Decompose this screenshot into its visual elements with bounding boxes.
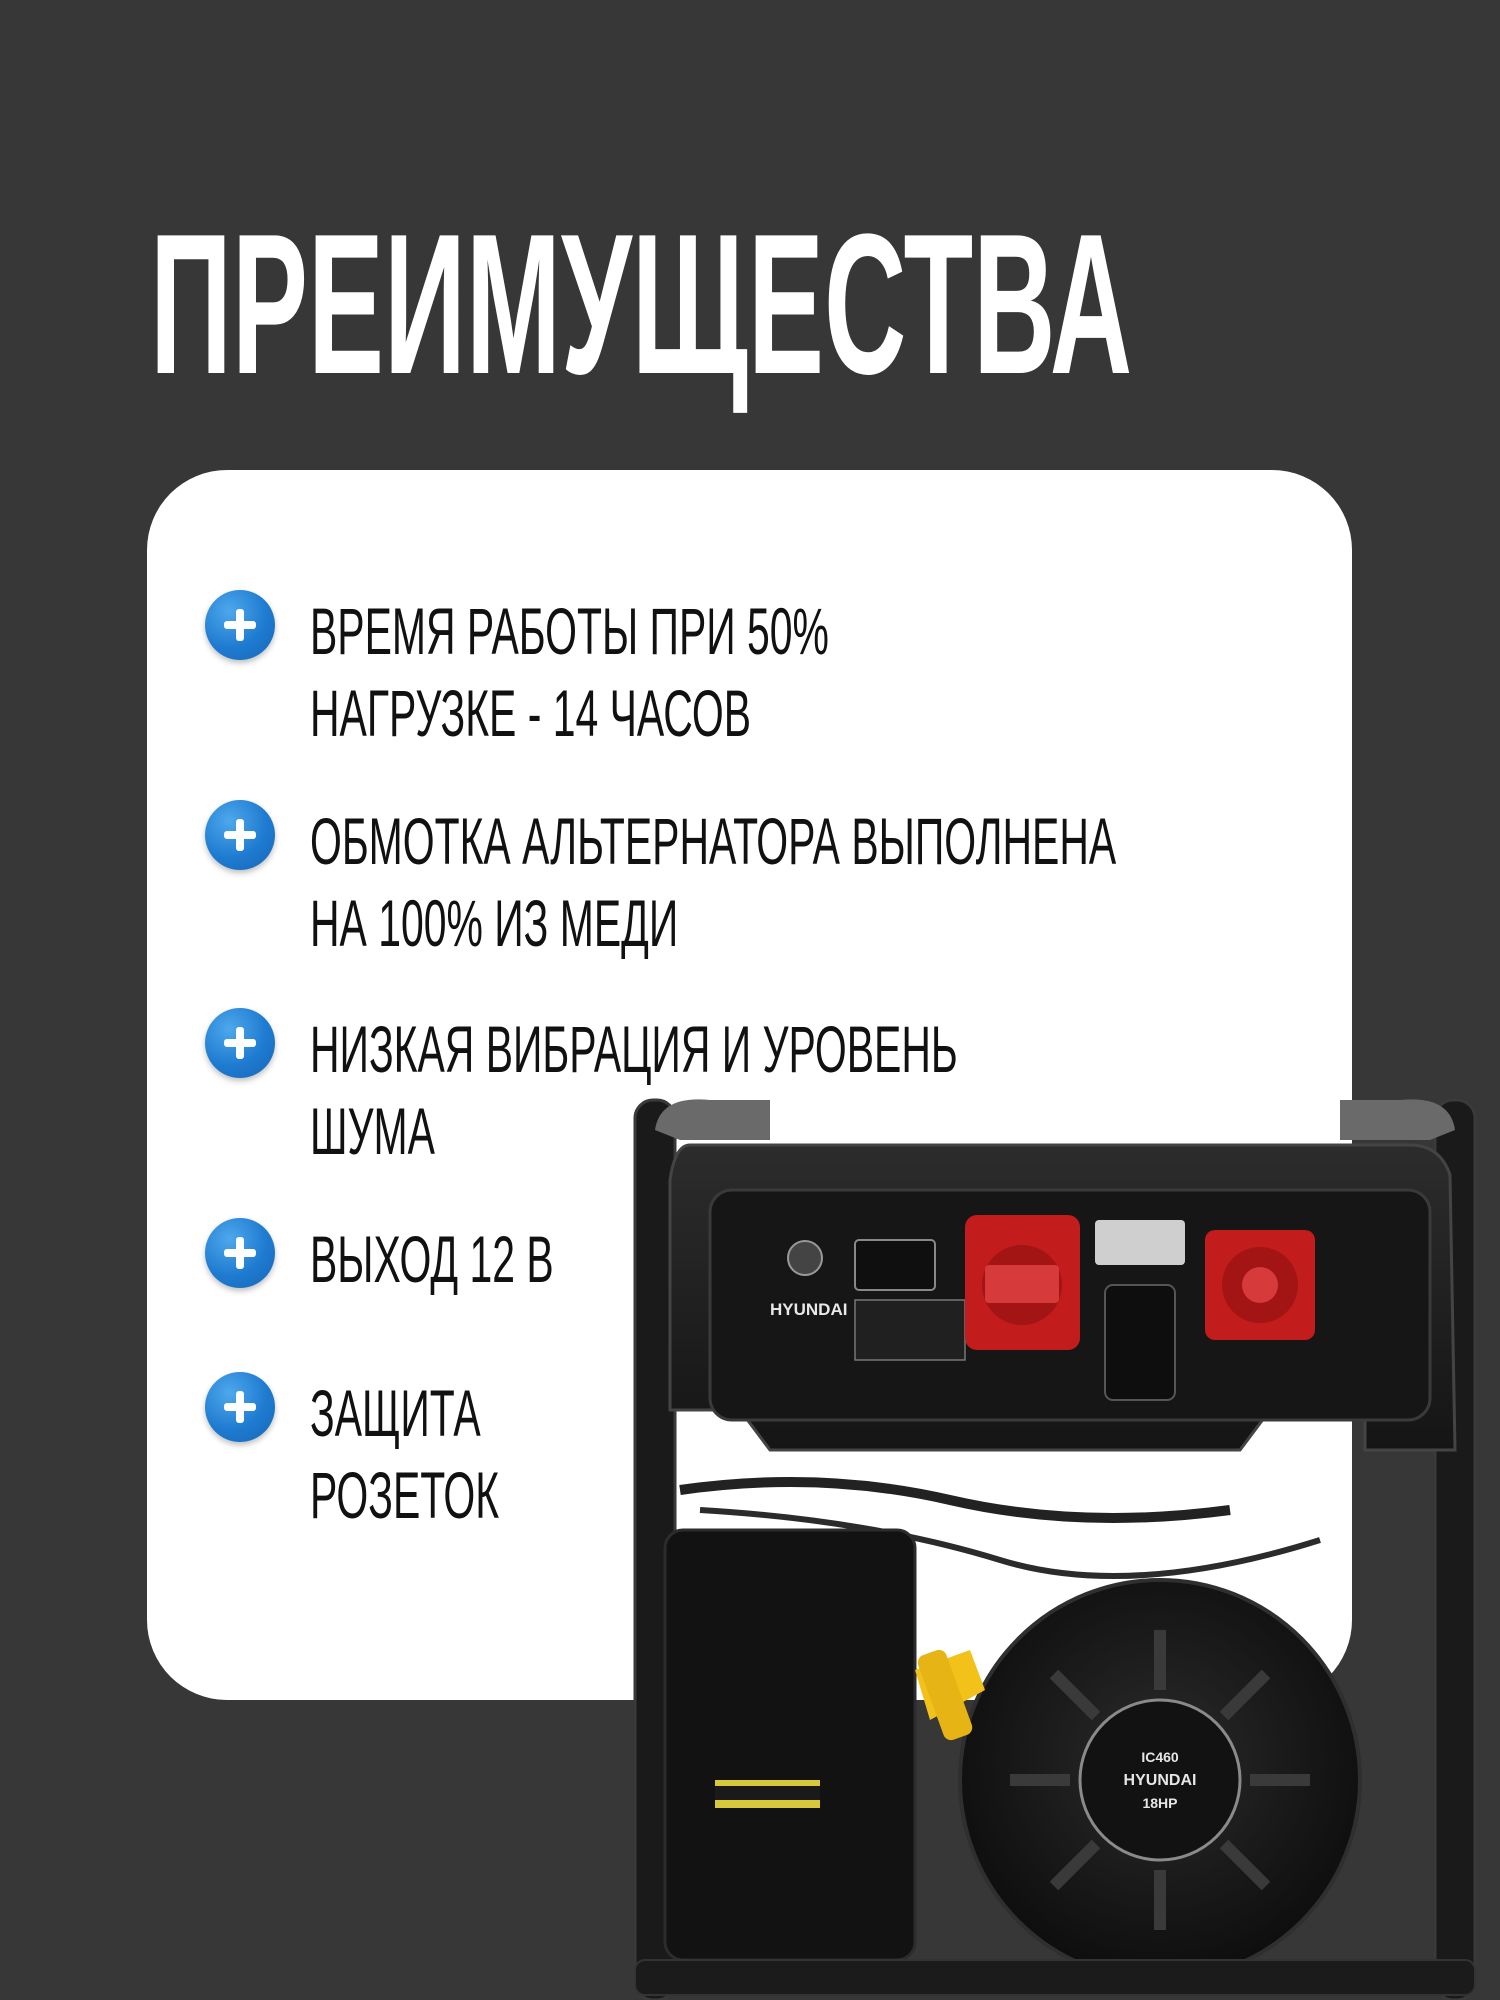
plus-icon	[205, 1372, 275, 1442]
benefit-text: НИЗКАЯ ВИБРАЦИЯ И УРОВЕНЬ ШУМА	[310, 1012, 958, 1168]
benefit-text: ОБМОТКА АЛЬТЕРНАТОРА ВЫПОЛНЕНА НА 100% ИЗ МЕДИ	[310, 804, 1117, 960]
engine-model-text: IC460	[1141, 1749, 1179, 1765]
generator-image	[620, 1090, 1500, 2000]
plus-icon	[205, 1008, 275, 1078]
benefit-text: ВЫХОД 12 В	[310, 1222, 554, 1296]
engine-power-text: 18HP	[1142, 1795, 1178, 1811]
plus-icon	[205, 590, 275, 660]
panel-brand-text: HYUNDAI	[770, 1300, 848, 1319]
benefit-text: ВРЕМЯ РАБОТЫ ПРИ 50% НАГРУЗКЕ - 14 ЧАСОВ	[310, 594, 829, 750]
benefit-text: ЗАЩИТА РОЗЕТОК	[310, 1376, 500, 1532]
engine-brand-text: HYUNDAI	[1123, 1772, 1197, 1789]
plus-icon	[205, 800, 275, 870]
plus-icon	[205, 1218, 275, 1288]
page-title: ПРЕИМУЩЕСТВА	[150, 193, 1133, 416]
